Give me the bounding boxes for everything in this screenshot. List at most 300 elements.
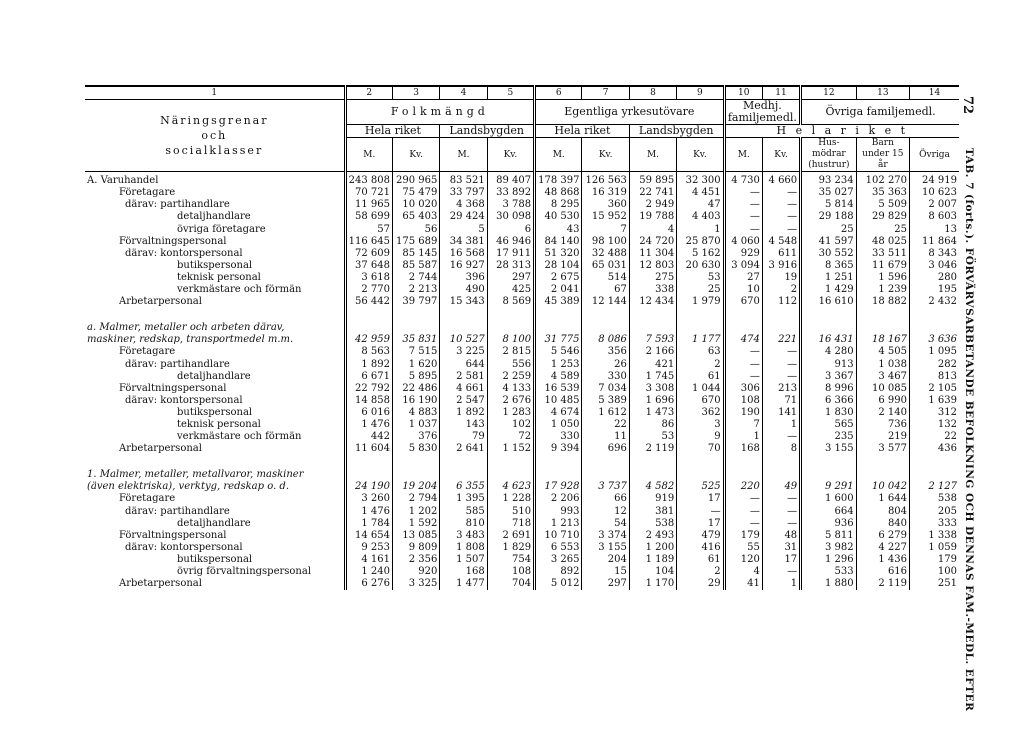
table-row bbox=[85, 566, 959, 578]
table-cell: 1 612 bbox=[582, 407, 629, 419]
table-cell: 63 bbox=[677, 346, 724, 358]
landsbygden-header: Landsbygden bbox=[629, 125, 724, 138]
row-label: därav: kontorspersonal bbox=[125, 247, 243, 259]
table-cell: 33 511 bbox=[856, 248, 909, 260]
table-cell: 1 892 bbox=[345, 359, 392, 371]
row-label: teknisk personal bbox=[177, 418, 261, 430]
table-cell: 22 792 bbox=[345, 383, 392, 395]
table-cell: 22 741 bbox=[629, 187, 676, 199]
spacer-cell bbox=[345, 308, 392, 322]
table-cell: 4 505 bbox=[856, 346, 909, 358]
table-cell bbox=[345, 322, 392, 334]
table-row bbox=[85, 199, 959, 211]
table-cell: 55 bbox=[724, 542, 762, 554]
table-cell: 220 bbox=[724, 481, 762, 493]
table-row bbox=[85, 407, 959, 419]
table-cell: 8 563 bbox=[345, 346, 392, 358]
table-cell: 8 343 bbox=[910, 248, 959, 260]
table-cell: 3 636 bbox=[910, 334, 959, 346]
table-cell: 538 bbox=[910, 493, 959, 505]
table-cell: 190 bbox=[724, 407, 762, 419]
spacer-cell bbox=[440, 455, 487, 469]
table-cell bbox=[910, 469, 959, 481]
table-cell: — bbox=[762, 187, 800, 199]
col-kv: Kv. bbox=[762, 138, 800, 172]
table-row bbox=[85, 493, 959, 505]
table-cell: 5 895 bbox=[392, 371, 439, 383]
table-cell: 840 bbox=[856, 518, 909, 530]
table-cell: — bbox=[762, 518, 800, 530]
table-cell: 1 037 bbox=[392, 419, 439, 431]
table-cell: 65 031 bbox=[582, 260, 629, 272]
table-cell: 12 803 bbox=[629, 260, 676, 272]
table-cell: — bbox=[762, 199, 800, 211]
table-cell: 4 161 bbox=[345, 554, 392, 566]
table-cell: 2 675 bbox=[535, 272, 582, 284]
table-cell: 3 265 bbox=[535, 554, 582, 566]
table-cell: 7 593 bbox=[629, 334, 676, 346]
table-cell: 204 bbox=[582, 554, 629, 566]
table-cell bbox=[910, 322, 959, 334]
table-row bbox=[85, 346, 959, 358]
table-cell: 16 431 bbox=[801, 334, 856, 346]
table-cell: 2 259 bbox=[487, 371, 534, 383]
table-cell: 93 234 bbox=[801, 172, 856, 188]
table-cell: — bbox=[724, 518, 762, 530]
table-cell: 89 407 bbox=[487, 172, 534, 188]
table-body bbox=[85, 172, 959, 591]
table-cell: — bbox=[762, 224, 800, 236]
table-cell: 178 397 bbox=[535, 172, 582, 188]
table-cell: — bbox=[724, 359, 762, 371]
table-cell: 10 042 bbox=[856, 481, 909, 493]
spacer-cell bbox=[724, 455, 762, 469]
table-cell: 6 990 bbox=[856, 395, 909, 407]
table-cell: 1 283 bbox=[487, 407, 534, 419]
col-m: M. bbox=[440, 138, 487, 172]
spacer-row bbox=[85, 455, 959, 469]
table-cell: 330 bbox=[535, 431, 582, 443]
table-cell: 436 bbox=[910, 443, 959, 455]
table-cell bbox=[677, 469, 724, 481]
table-cell: 670 bbox=[677, 395, 724, 407]
row-label: därav: kontorspersonal bbox=[125, 541, 243, 553]
table-row bbox=[85, 248, 959, 260]
table-cell: 1 038 bbox=[856, 359, 909, 371]
spacer-cell bbox=[677, 308, 724, 322]
table-cell: 1 240 bbox=[345, 566, 392, 578]
stub-line: socialklasser bbox=[165, 144, 264, 158]
table-cell: 4 368 bbox=[440, 199, 487, 211]
table-cell: 9 291 bbox=[801, 481, 856, 493]
table-cell: 421 bbox=[629, 359, 676, 371]
table-cell: 29 188 bbox=[801, 211, 856, 223]
stub-header bbox=[85, 100, 345, 172]
table-cell: 35 363 bbox=[856, 187, 909, 199]
table-cell: — bbox=[677, 506, 724, 518]
table-cell: 17 bbox=[677, 493, 724, 505]
table-cell: 219 bbox=[856, 431, 909, 443]
spacer-cell bbox=[910, 455, 959, 469]
table-cell: 704 bbox=[487, 578, 534, 590]
row-label: verkmästare och förmän bbox=[177, 431, 302, 443]
table-cell: 13 bbox=[910, 224, 959, 236]
table-cell: 5 814 bbox=[801, 199, 856, 211]
table-cell: 53 bbox=[629, 431, 676, 443]
col-kv: Kv. bbox=[487, 138, 534, 172]
table-cell bbox=[801, 469, 856, 481]
table-cell: 4 582 bbox=[629, 481, 676, 493]
table-cell: 7 bbox=[724, 419, 762, 431]
table-cell: 1 202 bbox=[392, 506, 439, 518]
table-cell: 381 bbox=[629, 506, 676, 518]
table-cell: 84 140 bbox=[535, 236, 582, 248]
table-cell: — bbox=[762, 211, 800, 223]
table-cell: 33 892 bbox=[487, 187, 534, 199]
table-cell: 1 476 bbox=[345, 506, 392, 518]
table-cell: 1 808 bbox=[440, 542, 487, 554]
table-cell bbox=[724, 469, 762, 481]
table-cell: 33 797 bbox=[440, 187, 487, 199]
table-cell: 3 618 bbox=[345, 272, 392, 284]
table-cell: 2 206 bbox=[535, 493, 582, 505]
spacer-cell bbox=[910, 308, 959, 322]
table-cell: 65 403 bbox=[392, 211, 439, 223]
table-cell: 17 bbox=[677, 518, 724, 530]
table-cell: 696 bbox=[582, 443, 629, 455]
table-cell: 3 094 bbox=[724, 260, 762, 272]
table-cell: 18 167 bbox=[856, 334, 909, 346]
table-cell: 2 127 bbox=[910, 481, 959, 493]
table-cell: 664 bbox=[801, 506, 856, 518]
col-m: M. bbox=[535, 138, 582, 172]
table-cell: — bbox=[762, 346, 800, 358]
table-cell: 4 623 bbox=[487, 481, 534, 493]
table-cell: 41 bbox=[724, 578, 762, 590]
row-label: därav: partihandlare bbox=[125, 505, 230, 517]
table-cell: 8 bbox=[762, 443, 800, 455]
table-cell: 538 bbox=[629, 518, 676, 530]
table-cell: 813 bbox=[910, 371, 959, 383]
table-cell: 7 bbox=[582, 224, 629, 236]
table-cell: 30 552 bbox=[801, 248, 856, 260]
table-cell: 213 bbox=[762, 383, 800, 395]
table-cell: 3 225 bbox=[440, 346, 487, 358]
table-cell: 58 699 bbox=[345, 211, 392, 223]
ovriga-header: Övriga familjemedl. bbox=[801, 100, 959, 125]
table-cell: 333 bbox=[910, 518, 959, 530]
table-cell: 4 133 bbox=[487, 383, 534, 395]
table-cell: 112 bbox=[762, 296, 800, 308]
table-cell: 9 bbox=[677, 431, 724, 443]
table-cell: 1 338 bbox=[910, 530, 959, 542]
spacer-cell bbox=[487, 308, 534, 322]
table-cell: 14 858 bbox=[345, 395, 392, 407]
row-label: butikspersonal bbox=[177, 553, 253, 565]
table-cell: 3 046 bbox=[910, 260, 959, 272]
table-row bbox=[85, 236, 959, 248]
table-cell: 16 539 bbox=[535, 383, 582, 395]
table-cell: 39 797 bbox=[392, 296, 439, 308]
table-cell: 15 952 bbox=[582, 211, 629, 223]
table-cell: 18 882 bbox=[856, 296, 909, 308]
table-row bbox=[85, 334, 959, 346]
table-cell: 100 bbox=[910, 566, 959, 578]
table-cell: 2 581 bbox=[440, 371, 487, 383]
column-number: 6 bbox=[535, 86, 582, 100]
table-cell: 1 979 bbox=[677, 296, 724, 308]
table-cell: 15 343 bbox=[440, 296, 487, 308]
table-cell: 2 041 bbox=[535, 284, 582, 296]
table-cell: 31 bbox=[762, 542, 800, 554]
spacer-cell bbox=[582, 308, 629, 322]
table-cell: 474 bbox=[724, 334, 762, 346]
table-cell: 2 166 bbox=[629, 346, 676, 358]
table-cell: 251 bbox=[910, 578, 959, 590]
row-label: butikspersonal bbox=[177, 259, 253, 271]
table-cell: 306 bbox=[724, 383, 762, 395]
row-label: därav: kontorspersonal bbox=[125, 394, 243, 406]
table-row bbox=[85, 542, 959, 554]
table-cell: 5 bbox=[440, 224, 487, 236]
table-cell: 670 bbox=[724, 296, 762, 308]
table-cell: 16 190 bbox=[392, 395, 439, 407]
table-cell: 2 007 bbox=[910, 199, 959, 211]
table-cell: 10 085 bbox=[856, 383, 909, 395]
table-cell: 51 320 bbox=[535, 248, 582, 260]
row-label: Förvaltningspersonal bbox=[119, 382, 227, 394]
table-row bbox=[85, 272, 959, 284]
table-cell: 4 bbox=[724, 566, 762, 578]
table-cell: 24 190 bbox=[345, 481, 392, 493]
table-cell: 108 bbox=[487, 566, 534, 578]
table-cell: 48 868 bbox=[535, 187, 582, 199]
table-cell: 12 bbox=[582, 506, 629, 518]
table-cell: 235 bbox=[801, 431, 856, 443]
table-cell: 67 bbox=[582, 284, 629, 296]
table-cell: 5 509 bbox=[856, 199, 909, 211]
table-cell: 754 bbox=[487, 554, 534, 566]
table-cell: — bbox=[724, 346, 762, 358]
table-cell: 993 bbox=[535, 506, 582, 518]
table-row bbox=[85, 284, 959, 296]
column-number: 14 bbox=[910, 86, 959, 100]
table-cell: — bbox=[762, 371, 800, 383]
spacer-cell bbox=[392, 308, 439, 322]
table-cell: 28 104 bbox=[535, 260, 582, 272]
table-cell: 175 689 bbox=[392, 236, 439, 248]
table-cell: 2 641 bbox=[440, 443, 487, 455]
table-cell: 26 bbox=[582, 359, 629, 371]
table-cell: 4 bbox=[629, 224, 676, 236]
table-cell: 1 bbox=[762, 419, 800, 431]
table-cell: 5 012 bbox=[535, 578, 582, 590]
table-cell: 85 587 bbox=[392, 260, 439, 272]
table-cell: 4 451 bbox=[677, 187, 724, 199]
table-cell: 72 bbox=[487, 431, 534, 443]
column-number: 5 bbox=[487, 86, 534, 100]
table-cell: 565 bbox=[801, 419, 856, 431]
spacer-cell bbox=[801, 308, 856, 322]
column-number: 3 bbox=[392, 86, 439, 100]
table-cell: — bbox=[724, 199, 762, 211]
table-row bbox=[85, 506, 959, 518]
row-label: Arbetarpersonal bbox=[119, 296, 202, 308]
row-label: a. Malmer, metaller och arbeten därav, bbox=[87, 322, 285, 334]
table-cell: — bbox=[762, 566, 800, 578]
spacer-cell bbox=[856, 308, 909, 322]
table-cell: 17 bbox=[762, 554, 800, 566]
table-cell: 10 485 bbox=[535, 395, 582, 407]
table-cell: 61 bbox=[677, 554, 724, 566]
row-label: verkmästare och förmän bbox=[177, 284, 302, 296]
table-cell bbox=[856, 469, 909, 481]
table-cell: 3 737 bbox=[582, 481, 629, 493]
spacer-cell bbox=[629, 455, 676, 469]
table-cell: 16 610 bbox=[801, 296, 856, 308]
table-cell: 45 389 bbox=[535, 296, 582, 308]
table-cell: 8 365 bbox=[801, 260, 856, 272]
row-label: maskiner, redskap, transportmedel m.m. bbox=[87, 334, 294, 346]
table-cell bbox=[392, 469, 439, 481]
table-cell: 29 bbox=[677, 578, 724, 590]
table-cell: 1 059 bbox=[910, 542, 959, 554]
table-cell: 1 473 bbox=[629, 407, 676, 419]
table-cell: 221 bbox=[762, 334, 800, 346]
table-cell: 330 bbox=[582, 371, 629, 383]
col-husmodrar: Hus-mödrar (hustrur) bbox=[801, 138, 856, 172]
hela-riket-header: Hela riket bbox=[345, 125, 440, 138]
table-cell: 4 674 bbox=[535, 407, 582, 419]
table-cell: 15 bbox=[582, 566, 629, 578]
spacer-row bbox=[85, 308, 959, 322]
table-cell: 514 bbox=[582, 272, 629, 284]
table-cell bbox=[392, 322, 439, 334]
table-cell: 2 140 bbox=[856, 407, 909, 419]
table-cell: 57 bbox=[345, 224, 392, 236]
table-cell: 442 bbox=[345, 431, 392, 443]
table-cell: 24 919 bbox=[910, 172, 959, 188]
table-cell: 1 429 bbox=[801, 284, 856, 296]
table-cell bbox=[440, 322, 487, 334]
table-cell: 12 144 bbox=[582, 296, 629, 308]
table-cell: 2 493 bbox=[629, 530, 676, 542]
table-cell: 61 bbox=[677, 371, 724, 383]
table-row bbox=[85, 224, 959, 236]
table-cell: 48 bbox=[762, 530, 800, 542]
table-cell: 338 bbox=[629, 284, 676, 296]
table-cell: 6 bbox=[487, 224, 534, 236]
table-cell: 35 027 bbox=[801, 187, 856, 199]
table-cell: 1 200 bbox=[629, 542, 676, 554]
table-cell: 16 319 bbox=[582, 187, 629, 199]
table-cell: 34 381 bbox=[440, 236, 487, 248]
table-cell: 892 bbox=[535, 566, 582, 578]
table-cell: 243 808 bbox=[345, 172, 392, 188]
table-cell: 3 788 bbox=[487, 199, 534, 211]
table-cell: 85 145 bbox=[392, 248, 439, 260]
table-cell: 736 bbox=[856, 419, 909, 431]
table-cell: 6 366 bbox=[801, 395, 856, 407]
table-cell: 4 548 bbox=[762, 236, 800, 248]
table-cell: 616 bbox=[856, 566, 909, 578]
table-cell bbox=[487, 322, 534, 334]
table-cell: 2 794 bbox=[392, 493, 439, 505]
table-cell: 416 bbox=[677, 542, 724, 554]
table-cell bbox=[535, 322, 582, 334]
table-cell: 1 745 bbox=[629, 371, 676, 383]
col-m: M. bbox=[345, 138, 392, 172]
table-row bbox=[85, 530, 959, 542]
row-label: A. Varuhandel bbox=[87, 175, 159, 187]
col-m: M. bbox=[724, 138, 762, 172]
table-cell: 1 830 bbox=[801, 407, 856, 419]
table-cell: 31 775 bbox=[535, 334, 582, 346]
table-cell: 3 155 bbox=[801, 443, 856, 455]
col-ovriga: Övriga bbox=[910, 138, 959, 172]
table-cell: 1 177 bbox=[677, 334, 724, 346]
table-cell: 20 630 bbox=[677, 260, 724, 272]
table-cell: 4 883 bbox=[392, 407, 439, 419]
table-cell: 525 bbox=[677, 481, 724, 493]
table-cell: 7 034 bbox=[582, 383, 629, 395]
header-group-row bbox=[85, 100, 959, 125]
table-cell: 195 bbox=[910, 284, 959, 296]
table-cell: 1 436 bbox=[856, 554, 909, 566]
table-cell bbox=[762, 469, 800, 481]
table-cell: 3 467 bbox=[856, 371, 909, 383]
table-cell: 3 367 bbox=[801, 371, 856, 383]
table-cell: 25 870 bbox=[677, 236, 724, 248]
table-cell: 3 260 bbox=[345, 493, 392, 505]
table-cell: 4 589 bbox=[535, 371, 582, 383]
table-cell: 533 bbox=[801, 566, 856, 578]
table-cell bbox=[724, 322, 762, 334]
table-cell: 132 bbox=[910, 419, 959, 431]
table-cell: 168 bbox=[724, 443, 762, 455]
table-cell: 11 679 bbox=[856, 260, 909, 272]
table-cell: — bbox=[762, 493, 800, 505]
table-cell bbox=[677, 322, 724, 334]
row-label: detaljhandlare bbox=[177, 211, 251, 223]
table-cell: 83 521 bbox=[440, 172, 487, 188]
table-cell: 25 bbox=[801, 224, 856, 236]
table-cell: 104 bbox=[629, 566, 676, 578]
table-cell: 46 946 bbox=[487, 236, 534, 248]
table-row bbox=[85, 260, 959, 272]
row-label: butikspersonal bbox=[177, 406, 253, 418]
table-cell: 920 bbox=[392, 566, 439, 578]
table-cell: 1 296 bbox=[801, 554, 856, 566]
table-cell: 1 bbox=[724, 431, 762, 443]
table-cell: 1 592 bbox=[392, 518, 439, 530]
spacer-cell bbox=[85, 455, 345, 469]
table-cell: 48 025 bbox=[856, 236, 909, 248]
table-cell: 2 815 bbox=[487, 346, 534, 358]
table-cell: 32 300 bbox=[677, 172, 724, 188]
table-row bbox=[85, 359, 959, 371]
table-cell: 6 276 bbox=[345, 578, 392, 590]
table-cell: 3 325 bbox=[392, 578, 439, 590]
table-cell: 11 304 bbox=[629, 248, 676, 260]
row-label: detaljhandlare bbox=[177, 370, 251, 382]
table-cell: 19 788 bbox=[629, 211, 676, 223]
table-cell: 71 bbox=[762, 395, 800, 407]
table-cell: 59 895 bbox=[629, 172, 676, 188]
column-number: 11 bbox=[762, 86, 800, 100]
table-cell: 1 251 bbox=[801, 272, 856, 284]
table-cell: 4 661 bbox=[440, 383, 487, 395]
